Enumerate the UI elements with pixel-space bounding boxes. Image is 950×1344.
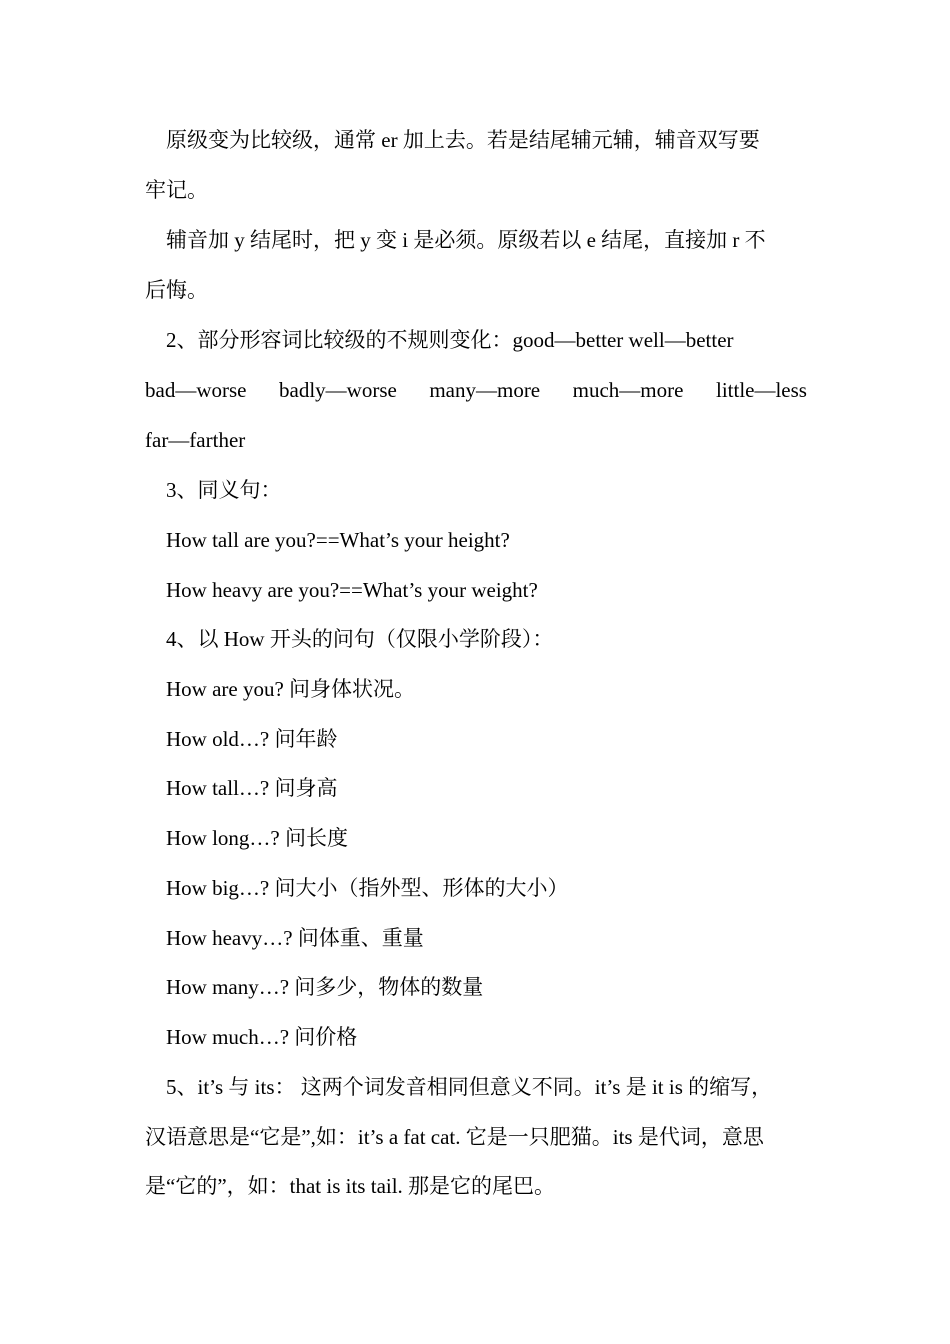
irregular-pair: bad—worse	[145, 378, 247, 402]
irregular-pair: little—less	[715, 378, 807, 402]
how-question-item: How big…? 问大小（指外型、形体的大小）	[166, 876, 569, 900]
how-question-item: How long…? 问长度	[166, 826, 348, 850]
how-question-item: How heavy…? 问体重、重量	[166, 926, 424, 950]
how-question-item: How old…? 问年龄	[166, 727, 338, 751]
rule-text-line: 辅音加 y 结尾时，把 y 变 i 是必须。原级若以 e 结尾，直接加 r 不	[166, 228, 766, 252]
how-question-item: How tall…? 问身高	[166, 776, 338, 800]
rule-text-line: 牢记。	[145, 178, 208, 202]
irregular-pair: far—farther	[145, 428, 246, 452]
synonyms-heading: 3、同义句：	[166, 478, 282, 502]
how-question-item: How many…? 问多少，物体的数量	[166, 975, 484, 999]
synonym-sentence: How heavy are you?==What’s your weight?	[166, 578, 538, 602]
irregular-pair: much—more	[572, 378, 684, 402]
irregular-comparatives-heading: 2、部分形容词比较级的不规则变化：good—better well—better	[166, 328, 734, 352]
irregular-pair: badly—worse	[279, 378, 397, 402]
how-question-item: How are you? 问身体状况。	[166, 677, 416, 701]
its-explanation-line: 5、it’s 与 its： 这两个词发音相同但意义不同。it’s 是 it is 的缩写，	[166, 1075, 773, 1099]
how-questions-heading: 4、以 How 开头的问句（仅限小学阶段）：	[166, 627, 554, 651]
irregular-pair: many—more	[429, 378, 541, 402]
its-explanation-line: 汉语意思是“它是”,如：it’s a fat cat. 它是一只肥猫。its 是代词，意思	[145, 1125, 764, 1149]
synonym-sentence: How tall are you?==What’s your height?	[166, 528, 510, 552]
irregular-comparatives-row	[145, 376, 807, 404]
how-question-item: How much…? 问价格	[166, 1025, 358, 1049]
rule-text-line: 原级变为比较级，通常 er 加上去。若是结尾辅元辅，辅音双写要	[166, 128, 760, 152]
its-explanation-line: 是“它的”，如：that is its tail. 那是它的尾巴。	[145, 1174, 556, 1198]
rule-text-line: 后悔。	[145, 278, 208, 302]
